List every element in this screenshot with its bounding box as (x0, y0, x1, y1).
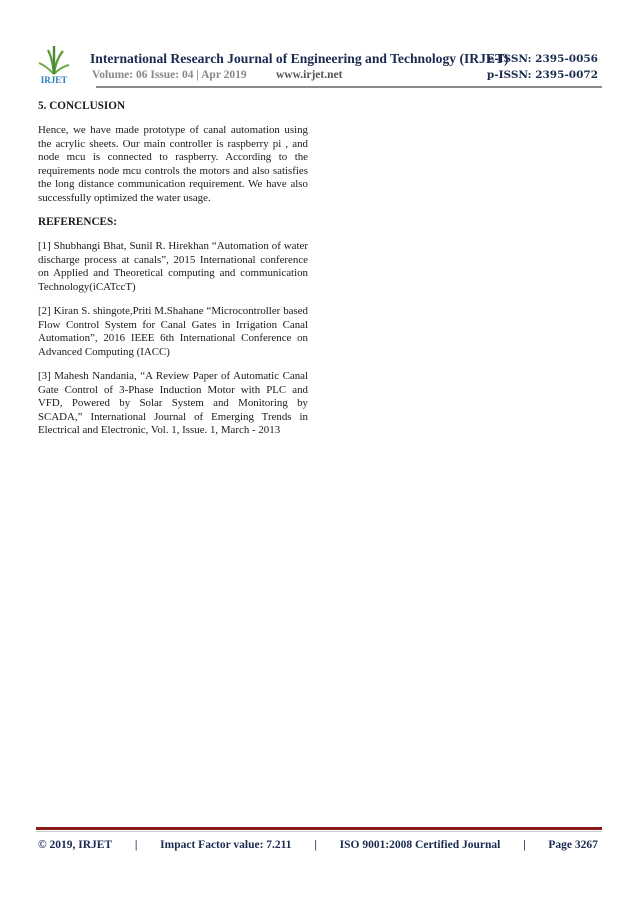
left-column (38, 100, 308, 449)
conclusion-heading: 5. CONCLUSION (38, 100, 126, 112)
website-link[interactable]: www.irjet.net (276, 69, 343, 81)
irjet-logo-icon (36, 44, 72, 84)
footer-page-number: Page 3267 (548, 839, 598, 851)
journal-title: International Research Journal of Engineering and Technology (IRJET) (90, 51, 509, 66)
footer-divider-thin (36, 831, 602, 832)
reference-item-2: [2] Kiran S. shingote,Priti M.Shahane “Microcontroller based Flow Control System for Canal Gates in Irrigation Canal Automation”, 2016 IEEE 6th International Conference on Advanced Computing (IACC) (38, 305, 308, 358)
e-issn: e-ISSN: 2395-0056 (487, 53, 598, 65)
footer-separator: | (523, 839, 526, 851)
p-issn: p-ISSN: 2395-0072 (486, 69, 598, 81)
page-footer (38, 839, 598, 851)
footer-separator: | (314, 839, 317, 851)
footer-iso: ISO 9001:2008 Certified Journal (339, 839, 501, 851)
references-heading: REFERENCES: (38, 216, 117, 228)
footer-divider (36, 827, 602, 830)
footer-separator: | (134, 839, 138, 851)
reference-item-1: [1] Shubhangi Bhat, Sunil R. Hirekhan “Automation of water discharge process at canals”, 2015 International conference on Applied and Theoretical computing and communication Technology(iCATccT) (38, 240, 308, 293)
footer-impact-factor: Impact Factor value: 7.211 (160, 839, 292, 851)
logo-text: IRJET (40, 75, 68, 84)
reference-item-3: [3] Mahesh Nandania, “A Review Paper of Automatic Canal Gate Control of 3-Phase Induction Motor with PLC and VFD, Powered by Solar System and Monitoring by SCADA,” International Journal of Emerging Trends in Electrical and Electronic, Vol. 1, Issue. 1, March - 2013 (38, 370, 308, 436)
page-header (36, 44, 602, 92)
conclusion-paragraph: Hence, we have made prototype of canal automation using the acrylic sheets. Our main controller is raspberry pi , and node mcu is connected to raspberry. According to the requirements node mcu controls the motors and also satisfies the long distance communication requirement. We have also successfully optimized the water usage. (38, 124, 308, 204)
header-divider (96, 86, 602, 88)
volume-issue: Volume: 06 Issue: 04 | Apr 2019 (92, 69, 247, 81)
footer-copyright: © 2019, IRJET (38, 839, 113, 851)
